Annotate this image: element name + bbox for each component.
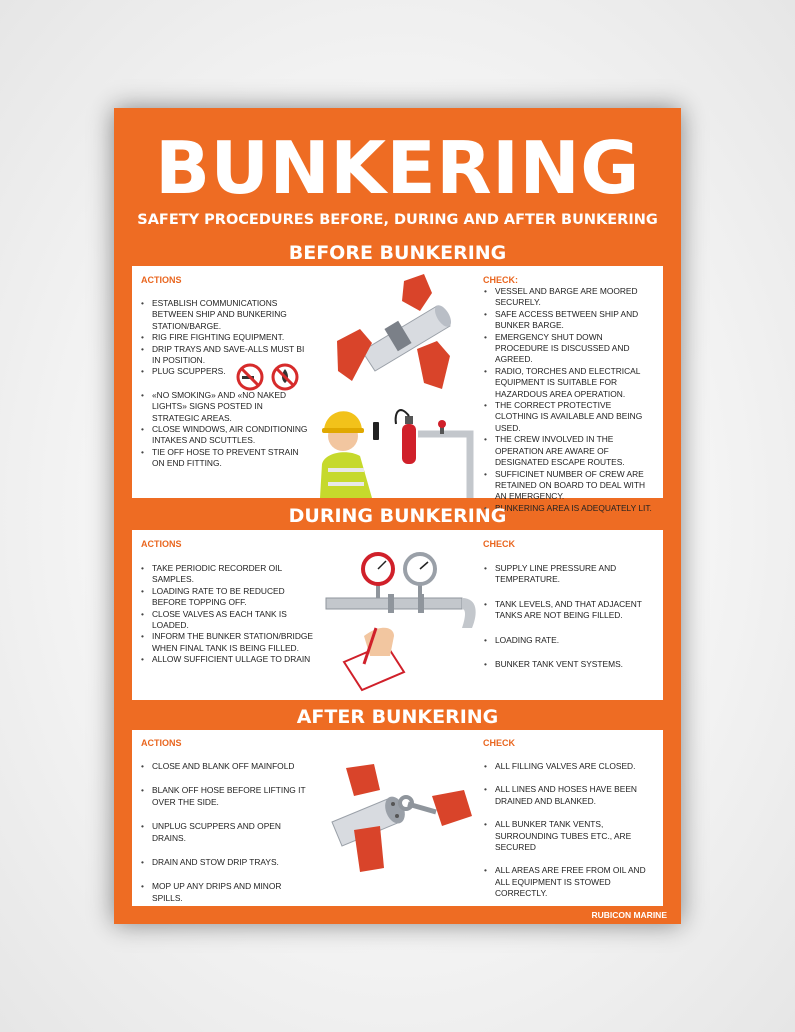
list-item: • BUNKERING AREA IS ADEQUATELY LIT. bbox=[483, 503, 655, 514]
list-item: • INFORM THE BUNKER STATION/BRIDGE WHEN FINAL TANK IS BEING FILLED. bbox=[140, 631, 315, 654]
list-item: • TAKE PERIODIC RECORDER OIL SAMPLES. bbox=[140, 563, 315, 586]
after-actions-label: ACTIONS bbox=[141, 738, 182, 748]
after-actions-list bbox=[140, 761, 310, 904]
during-panel bbox=[132, 530, 663, 700]
during-actions-label: ACTIONS bbox=[141, 539, 182, 549]
no-smoking-icon bbox=[238, 365, 262, 389]
before-check-label: CHECK: bbox=[483, 275, 518, 285]
list-item: • ALL AREAS ARE FREE FROM OIL AND ALL EQUIPMENT IS STOWED CORRECTLY. bbox=[483, 865, 655, 899]
list-item: • ALL FILLING VALVES ARE CLOSED. bbox=[483, 761, 655, 772]
list-item: • UNPLUG SCUPPERS AND OPEN DRAINS. bbox=[140, 821, 310, 844]
list-item: • SUFFICINET NUMBER OF CREW ARE RETAINED ON BOARD TO DEAL WITH AN EMERGENCY. bbox=[483, 469, 655, 503]
list-item: • CLOSE WINDOWS, AIR CONDITIONING INTAKES AND SCUTTLES. bbox=[140, 424, 310, 447]
list-item: • MOP UP ANY DRIPS AND MINOR SPILLS. bbox=[140, 881, 310, 904]
brand-label: RUBICON MARINE bbox=[591, 910, 667, 920]
pressure-gauges-illustration bbox=[324, 544, 478, 694]
notepad-writing-icon bbox=[344, 628, 404, 690]
list-item: • TANK LEVELS, AND THAT ADJACENT TANKS ARE NOT BEING FILLED. bbox=[483, 599, 655, 622]
list-item: • DRAIN AND STOW DRIP TRAYS. bbox=[140, 857, 310, 868]
before-panel bbox=[132, 266, 663, 513]
during-section-title: DURING BUNKERING bbox=[288, 505, 507, 527]
list-item: • DRIP TRAYS AND SAVE-ALLS MUST BI IN POSITION. bbox=[140, 344, 310, 367]
list-item: • CLOSE AND BLANK OFF MAINFOLD bbox=[140, 761, 310, 772]
list-item: • CLOSE VALVES AS EACH TANK IS LOADED. bbox=[140, 609, 315, 632]
wrench-icon bbox=[400, 797, 436, 812]
list-item: • ALL BUNKER TANK VENTS, SURROUNDING TUBES ETC., ARE SECURED bbox=[483, 819, 655, 853]
list-item: • THE CORRECT PROTECTIVE CLOTHING IS AVAILABLE AND BEING USED. bbox=[483, 400, 655, 434]
before-section-title: BEFORE BUNKERING bbox=[288, 242, 507, 264]
list-item: • LOADING RATE TO BE REDUCED BEFORE TOPPING OFF. bbox=[140, 586, 315, 609]
blank-flange-illustration bbox=[324, 760, 478, 880]
list-item: • BLANK OFF HOSE BEFORE LIFTING IT OVER THE SIDE. bbox=[140, 785, 310, 808]
worker-icon bbox=[320, 411, 379, 498]
list-item: • EMERGENCY SHUT DOWN PROCEDURE IS DISCUSSED AND AGREED. bbox=[483, 332, 655, 366]
after-section-title: AFTER BUNKERING bbox=[296, 706, 499, 728]
during-check-label: CHECK bbox=[483, 539, 516, 549]
list-item: • TIE OFF HOSE TO PREVENT STRAIN ON END FITTING. bbox=[140, 447, 310, 470]
bunkering-poster bbox=[114, 108, 681, 924]
pressure-gauge-icon bbox=[363, 554, 435, 598]
pipe-valve-icon bbox=[418, 420, 470, 498]
fire-extinguisher-icon bbox=[396, 410, 416, 464]
before-actions-label: ACTIONS bbox=[141, 275, 182, 285]
poster-subtitle: SAFETY PROCEDURES BEFORE, DURING AND AFTER BUNKERING bbox=[137, 212, 658, 228]
during-actions-list bbox=[140, 563, 315, 666]
list-item: • THE CREW INVOLVED IN THE OPERATION ARE AWARE OF DESIGNATED ESCAPE ROUTES. bbox=[483, 434, 655, 468]
no-naked-lights-icon bbox=[273, 365, 297, 389]
pipeline-icon bbox=[326, 594, 476, 628]
worker-fire-extinguisher-illustration bbox=[310, 394, 480, 498]
list-item: • «NO SMOKING» AND «NO NAKED LIGHTS» SIGNS POSTED IN STRATEGIC AREAS. bbox=[140, 390, 310, 424]
after-checks-list bbox=[483, 761, 655, 900]
no-smoking-signs bbox=[235, 362, 301, 392]
list-item: • RADIO, TORCHES AND ELECTRICAL EQUIPMENT IS SUITABLE FOR HAZARDOUS AREA OPERATION. bbox=[483, 366, 655, 400]
poster-title: BUNKERING bbox=[155, 126, 640, 210]
list-item: • ALLOW SUFFICIENT ULLAGE TO DRAIN bbox=[140, 654, 315, 665]
list-item: • LOADING RATE. bbox=[483, 635, 655, 646]
list-item: • ALL LINES AND HOSES HAVE BEEN DRAINED AND BLANKED. bbox=[483, 784, 655, 807]
after-check-label: CHECK bbox=[483, 738, 516, 748]
list-item: • VESSEL AND BARGE ARE MOORED SECURELY. bbox=[483, 286, 655, 309]
list-item: • BUNKER TANK VENT SYSTEMS. bbox=[483, 659, 655, 670]
list-item: • SAFE ACCESS BETWEEN SHIP AND BUNKER BARGE. bbox=[483, 309, 655, 332]
hose-connection-illustration bbox=[332, 271, 472, 391]
list-item: • RIG FIRE FIGHTING EQUIPMENT. bbox=[140, 332, 310, 343]
list-item: • PLUG SCUPPERS. bbox=[140, 366, 310, 377]
after-panel bbox=[132, 730, 663, 906]
list-item: • SUPPLY LINE PRESSURE AND TEMPERATURE. bbox=[483, 563, 655, 586]
list-item: • ESTABLISH COMMUNICATIONS BETWEEN SHIP AND BUNKERING STATION/BARGE. bbox=[140, 298, 310, 332]
during-checks-list bbox=[483, 563, 655, 670]
before-checks-list bbox=[483, 286, 655, 514]
